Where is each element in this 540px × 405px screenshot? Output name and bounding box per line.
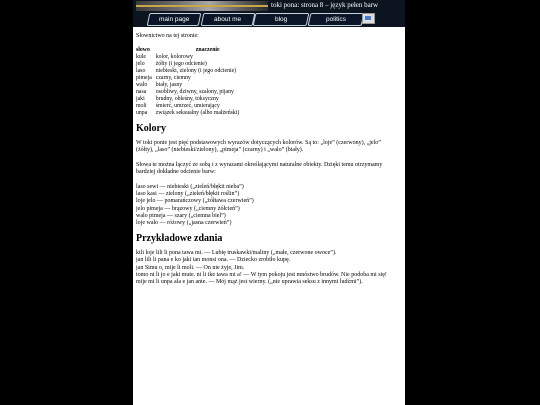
vocab-meaning: brudny, obleśny, toksyczny [155,96,219,103]
vocab-meaning: czarny, ciemny [155,75,191,82]
vocab-col-meaning: znaczenie [195,47,220,54]
nav-main-label: main page [158,16,190,23]
vocab-word: pimeja [136,75,152,82]
site-title: toki pona: strona 8 – język pełen barw [271,1,379,9]
zdania-heading: Przykładowe zdania [136,233,223,245]
nav-blog-button[interactable] [253,13,310,26]
kolory-heading: Kolory [136,123,166,135]
site-logo-banner[interactable] [136,1,268,11]
table-row [136,68,243,75]
vocab-word: kule [136,54,146,61]
color-example: loje jelo — pomarańczowy („żółtawa czerwień”) [136,198,254,205]
color-example: walo pimeja — szary („ciemna biel”) [136,212,226,219]
nav-politics-button[interactable] [308,13,365,26]
nav-blog-label: blog [274,16,288,23]
sentence-example: mije mi li unpa ala e jan ante. — Mój mąż jest wierny. („nie uprawia seksu z innymi ludźmi”). [136,279,363,286]
vocab-intro: Słownictwo na tej stronie: [136,33,199,39]
site-header [133,0,405,27]
vocab-meaning: biały, jasny [155,82,183,89]
vocab-table [136,47,243,117]
vocab-word: jelo [136,61,145,68]
sentence-example: tomo ni li jo e jaki mute. ni li ike tawa mi a! — W tym pokoju jest mnóstwo brudów. Nie podoba mi się! [136,271,387,278]
vocab-meaning: osobliwy, dziwny, szalony, pijany [155,89,234,96]
nav-politics-label: politics [326,16,346,23]
vocab-word: walo [136,82,148,89]
kolory-paragraph-2: Słowa te można łączyć ze sobą i z wyrazami określającymi naturalne obiekty. Dzięki temu otrzymamy bardziej dokładne odcienie barw: [136,161,383,175]
nav-about-me-button[interactable] [201,13,256,26]
nav-main-page-button[interactable] [147,13,202,26]
color-example: laso kasi — zielony („zieleń/błękit roślin”) [136,191,240,198]
sentence-example: jan Simu o, mije li moli. — On nie żyje, Jim. [136,264,245,271]
vocab-word: nasa [136,89,147,96]
vocab-meaning: śmierć, umrzeć, umierający [155,103,220,110]
vocab-col-word: słowo [136,47,150,54]
sentence-example: jan lili li pana e ko jaki tan monsi ona. — Dziecko zrobiło kupę. [136,257,291,264]
color-example: jelo pimeja — brązowy („ciemny żółcień”) [136,205,240,212]
vocab-word: moli [136,103,147,110]
vocab-meaning: żółty (i jego odcienie) [155,61,207,68]
main-content [136,33,398,286]
nav-about-label: about me [214,16,242,23]
vocab-meaning: niebieski, zielony (i jego odcienie) [155,68,237,75]
color-example: laso sewi — niebieski („zieleń/błękit nieba”) [136,184,244,191]
vocab-header-row [136,47,243,54]
kolory-paragraph-1: W toki ponie jest pięć podstawowych wyrazów dotyczących kolorów. Są to: „loje” (czerwony), „jelo” (żółty), „laso” (niebieski/zielony), „pimeja” (czarny) i „walo” (biały). [136,140,381,154]
sentence-example: kili loje lili li pona tawa mi. — Lubię truskawki/maliny („małe, czerwone owoce”). [136,250,337,257]
table-row [136,110,243,117]
table-row [136,75,243,82]
table-row [136,82,243,89]
vocab-meaning: związek seksualny (albo małżeński) [155,110,240,117]
vocab-word: jaki [136,96,145,103]
table-row [136,96,243,103]
table-row [136,89,243,96]
vocab-word: unpa [136,110,148,117]
page [133,0,405,405]
color-example: loje walo — różowy („jasna czerwień”) [136,220,232,227]
broken-image-icon[interactable] [362,13,375,24]
vocab-meaning: kolor, kolorowy [155,54,193,61]
vocab-word: laso [136,68,146,75]
